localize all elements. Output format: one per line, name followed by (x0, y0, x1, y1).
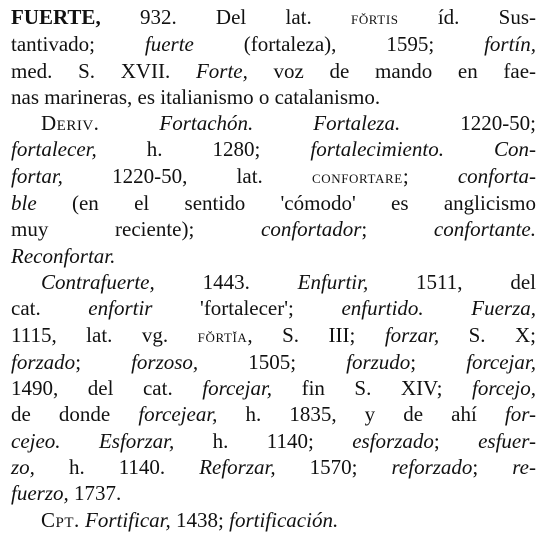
entry-text: tantivado; (11, 32, 145, 57)
italic-term: Fortificar, (85, 507, 171, 532)
entry-text: med. S. XVII. (11, 58, 196, 83)
italic-term: forzar, (384, 322, 440, 347)
italic-term: conforta- (457, 163, 536, 188)
entry-line (11, 349, 536, 375)
entry-text: ; (433, 428, 479, 453)
italic-term: confortante. (433, 217, 536, 242)
entry-line (11, 4, 536, 31)
entry-text: de donde (11, 402, 139, 427)
italic-term: Forte, (195, 58, 248, 83)
entry-text: h. 1140; (174, 428, 353, 453)
entry-text: 1505; (198, 349, 347, 374)
entry-line (11, 428, 536, 454)
italic-term: confortador (261, 217, 362, 242)
entry-line (11, 454, 536, 480)
entry-text: ; (472, 455, 513, 480)
italic-term: zo, (11, 455, 35, 480)
italic-term: forcejo, (472, 376, 536, 401)
entry-text (99, 111, 159, 135)
entry-text: 1737. (68, 481, 122, 506)
entry-text: ; (410, 349, 467, 374)
entry-text: muy reciente); (11, 217, 262, 242)
entry-text: íd. Sus- (398, 5, 537, 29)
entry-text: 1570; (275, 455, 392, 480)
italic-term: fortalecimiento. (310, 137, 444, 162)
italic-term: reforzado (391, 455, 473, 480)
entry-text: 1115, lat. vg. (11, 322, 198, 347)
entry-line (11, 269, 536, 295)
entry-line (11, 375, 536, 401)
entry-text: h. 1280; (96, 137, 311, 162)
entry-line (11, 84, 536, 110)
entry-text (253, 111, 313, 135)
italic-term: forzudo (346, 349, 411, 374)
entry-text: , S. III; (247, 322, 385, 347)
etymon: fŏrtĭa (197, 325, 248, 346)
entry-text: nas marineras, es italianismo o catalanismo. (11, 84, 381, 109)
section-label: Deriv. (41, 111, 100, 136)
entry-line (11, 110, 536, 136)
italic-term: enfurtido. (341, 296, 424, 321)
entry-line (11, 295, 536, 321)
italic-term: Fortaleza. (313, 111, 401, 136)
italic-term: forzoso, (131, 349, 199, 374)
etymon: fŏrtis (350, 8, 399, 28)
italic-term: Contrafuerte, (41, 269, 155, 294)
italic-term: forcejar, (466, 349, 536, 374)
entry-text: 1220-50, lat. (62, 163, 312, 188)
italic-term: fortificación. (229, 507, 339, 532)
entry-text: 1438; (170, 507, 230, 532)
entry-text: S. X; (439, 322, 537, 347)
italic-term: fortín, (484, 32, 536, 57)
entry-text: 'fortalecer'; (152, 296, 342, 321)
italic-term: Esforzar, (98, 428, 175, 453)
italic-term: forzado (11, 349, 76, 374)
entry-text: ; (402, 163, 458, 188)
entry-line (11, 136, 536, 162)
italic-term: Reforzar, (199, 455, 276, 480)
entry-text: cat. (11, 296, 89, 321)
headword: FUERTE, (11, 5, 101, 29)
entry-text (61, 429, 99, 453)
entry-text: 932. Del lat. (100, 5, 351, 29)
entry-text: 1490, del cat. (11, 376, 203, 401)
italic-term: forcejear, (138, 402, 218, 427)
italic-term: re- (512, 455, 536, 480)
entry-text: fin S. XIV; (272, 376, 473, 401)
entry-text: (fortaleza), 1595; (193, 32, 485, 57)
entry-line (11, 58, 536, 84)
entry-text: ; (75, 349, 132, 374)
italic-term: fortar, (11, 163, 63, 188)
entry-line (11, 163, 536, 190)
etymon: confortare (311, 166, 403, 187)
entry-line (11, 480, 536, 506)
entry-line (11, 216, 536, 242)
italic-term: enfortir (88, 296, 153, 321)
entry-text: 1443. (154, 269, 298, 294)
entry-text: (en el sentido 'cómodo' es anglicismo (36, 191, 536, 216)
italic-term: fortalecer, (11, 137, 97, 162)
entry-text: 1220-50; (400, 111, 537, 136)
italic-term: for- (504, 402, 536, 427)
entry-line (11, 31, 536, 57)
italic-term: Reconfortar. (11, 243, 116, 268)
italic-term: esfuer- (478, 428, 537, 453)
italic-term: fuerte (144, 32, 194, 57)
entry-text: 1511, del (368, 269, 536, 294)
italic-term: Fuerza, (471, 296, 536, 321)
entry-line (11, 322, 536, 349)
entry-text: ; (361, 217, 434, 242)
entry-line (11, 243, 536, 269)
entry-line (11, 401, 536, 427)
entry-line (11, 190, 536, 216)
italic-term: forcejar, (202, 376, 273, 401)
entry-text (424, 296, 472, 320)
entry-text: h. 1835, y de ahí (217, 402, 505, 427)
italic-term: fuerzo, (11, 481, 69, 506)
section-label: Cpt. (41, 507, 80, 532)
italic-term: esforzado (352, 428, 434, 453)
italic-term: ble (11, 191, 37, 216)
entry-text: h. 1140. (34, 455, 200, 480)
italic-term: Enfurtir, (297, 269, 369, 294)
entry-text (444, 137, 494, 161)
italic-term: Fortachón. (159, 111, 254, 136)
entry-line (11, 507, 536, 533)
italic-term: cejeo. (11, 428, 61, 453)
entry-text: voz de mando en fae- (247, 58, 537, 83)
italic-term: Con- (494, 137, 536, 162)
